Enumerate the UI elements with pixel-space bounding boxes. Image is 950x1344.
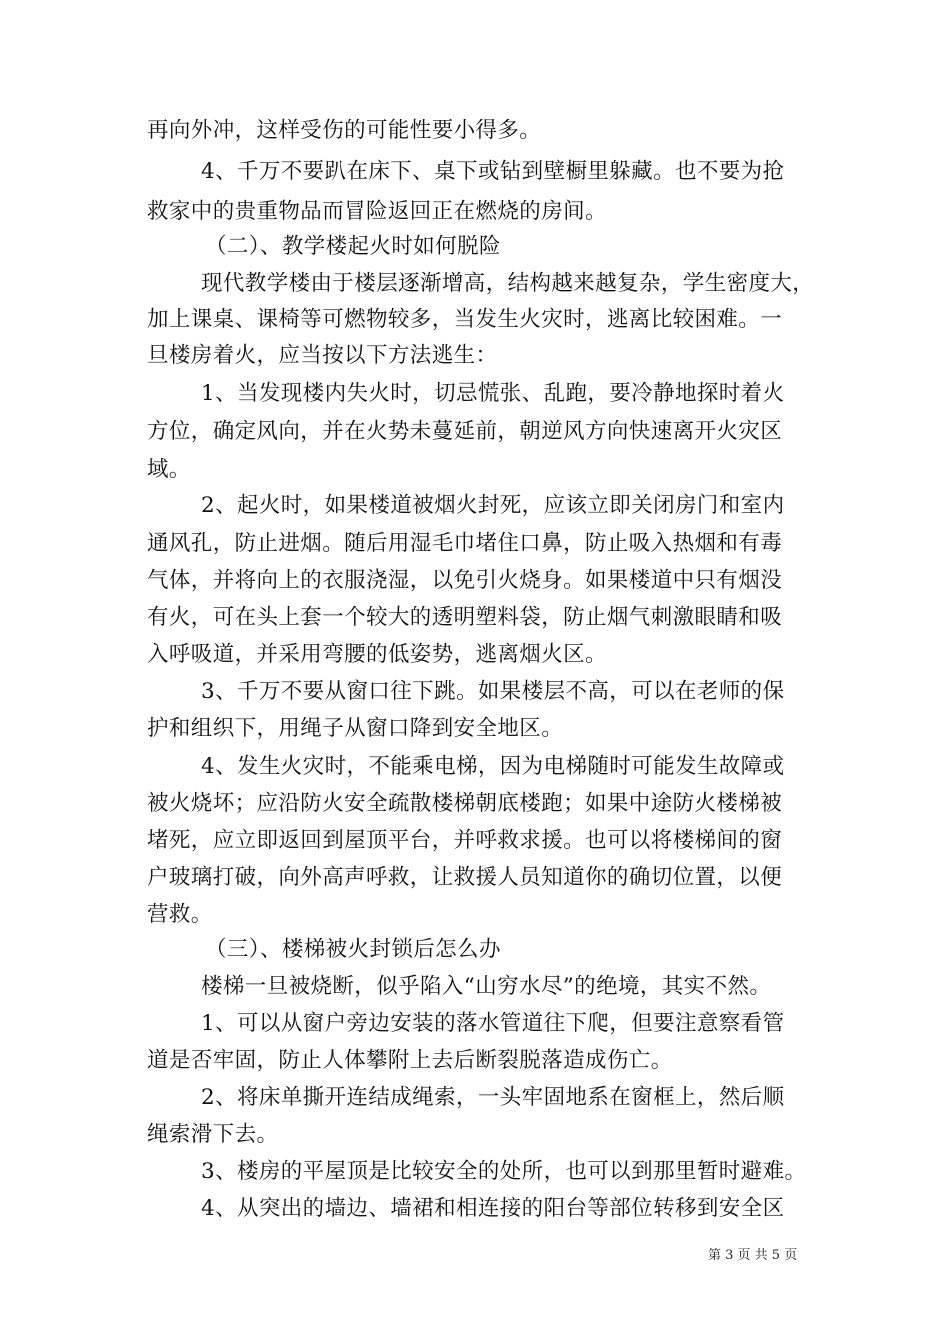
text-line: 再向外冲，这样受伤的可能性要小得多。: [147, 118, 542, 143]
text-line: 1、当发现楼内失火时，切忌慌张、乱跑，要冷静地探时着火: [201, 381, 785, 406]
section-heading: （二）、教学楼起火时如何脱险: [205, 234, 501, 259]
text-line: 4、发生火灾时，不能乘电梯，因为电梯随时可能发生故障或: [201, 754, 785, 779]
text-line: 入呼吸道，并采用弯腰的低姿势，逃离烟火区。: [147, 642, 607, 667]
text-line: 方位，确定风向，并在火势未蔓延前，朝逆风方向快速离开火灾区: [147, 419, 783, 444]
text-line: 4、从突出的墙边、墙裙和相连接的阳台等部位转移到安全区: [201, 1196, 785, 1221]
page-number: 第 3 页 共 5 页: [708, 1248, 798, 1263]
text-line: 户玻璃打破，向外高声呼救，让救援人员知道你的确切位置，以便: [147, 865, 783, 890]
section-heading: （三）、楼梯被火封锁后怎么办: [205, 937, 501, 962]
text-line: 2、起火时，如果楼道被烟火封死，应该立即关闭房门和室内: [201, 493, 785, 518]
text-line: 道是否牢固，防止人体攀附上去后断裂脱落造成伤亡。: [147, 1048, 673, 1073]
text-line: 气体，并将向上的衣服浇湿，以免引火烧身。如果楼道中只有烟没: [147, 568, 783, 593]
text-line: 被火烧坏；应沿防火安全疏散楼梯朝底楼跑；如果中途防火楼梯被: [147, 791, 783, 816]
text-line: 2、将床单撕开连结成绳索，一头牢固地系在窗框上，然后顺: [201, 1085, 785, 1110]
text-line: 通风孔，防止进烟。随后用湿毛巾堵住口鼻，防止吸入热烟和有毒: [147, 531, 783, 556]
text-line: 营救。: [147, 902, 213, 927]
text-line: 堵死，应立即返回到屋顶平台，并呼救求援。也可以将楼梯间的窗: [147, 828, 783, 853]
text-line: 4、千万不要趴在床下、桌下或钻到壁橱里躲藏。也不要为抢: [201, 159, 785, 184]
text-line: 3、千万不要从窗口往下跳。如果楼层不高，可以在老师的保: [201, 679, 785, 704]
text-line: 加上课桌、课椅等可燃物较多，当发生火灾时，逃离比较困难。一: [147, 307, 783, 332]
text-line: 域。: [147, 457, 191, 482]
text-line: 旦楼房着火，应当按以下方法逃生：: [147, 343, 498, 368]
text-line: 绳索滑下去。: [147, 1122, 279, 1147]
text-line: 护和组织下，用绳子从窗口降到安全地区。: [147, 716, 564, 741]
text-line: 现代教学楼由于楼层逐渐增高，结构越来越复杂，学生密度大，: [201, 271, 815, 296]
text-line: 救家中的贵重物品而冒险返回正在燃烧的房间。: [147, 199, 607, 224]
text-line: 1、可以从窗户旁边安装的落水管道往下爬，但要注意察看管: [201, 1011, 785, 1036]
text-line: 有火，可在头上套一个较大的透明塑料袋，防止烟气刺激眼睛和吸: [147, 605, 783, 630]
text-line: 楼梯一旦被烧断，似乎陷入“山穷水尽”的绝境，其实不然。: [201, 974, 772, 999]
text-line: 3、楼房的平屋顶是比较安全的处所，也可以到那里暂时避难。: [201, 1159, 807, 1184]
